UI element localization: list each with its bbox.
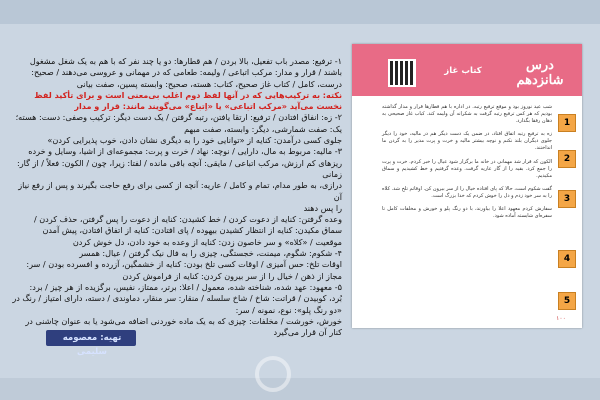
text-line: کنار آن قرار می‌گیرد [273, 327, 342, 338]
watermark-logo-icon [255, 356, 291, 392]
book-paragraph: گفت شکوم است، حالا که پای افتاده خیال را از سر بیرون کن. اوقاتم تلخ شد. کلاه را به سر خود زدم و دل را خوش کردم که خدا بزرگ است. [382, 185, 552, 199]
text-line: سماق مکیدن: کنایه از انتظار کشیدن بیهوده / پای افتادن: کنایه از اتفاق افتادن، پیش آمدن [42, 225, 342, 236]
book-page [352, 44, 582, 328]
page-number: ۱۰۰ [556, 315, 566, 322]
text-line: وعده گرفتن: کنایه از دعوت کردن / خط کشیدن: کنایه از دعوت را پس گرفتن، حذف کردن / [33, 214, 342, 225]
top-strip [0, 0, 600, 24]
book-paragraph: شب عید نوروز بود و موقع ترفیع رتبه. در اداره با هم قطارها قرار و مدار گذاشته بودیم که هر کس ترفیع رتبه گرفت به شکرانه آن ولیمه کند. کباب غاز صحیحی به دهان رفقا بگذارد. [382, 104, 552, 125]
bottom-strip [0, 378, 600, 400]
book-paragraph: زه به ترفیع رتبه اتفاق افتاد، در ضمن یک دست دیگر هم در مالیه، خود را دیگر جلوی دیگران بلند نکنم و نوچه بیشتر مالیه و خرت و پرت مدیر را به گردن ما انداختند. [382, 131, 552, 152]
text-line: ۵- معهود: عهد شده، شناخته شده، معمول / اعلا: برتر، ممتاز، نفیس، برگزیده از هر چیز / برد: [29, 281, 342, 292]
paragraph-number-3: 3 [558, 190, 576, 208]
text-line: ۱- ترفیع: مصدر باب تفعیل، بالا بردن / هم قطارها: دو یا چند نفر که با هم به یک شغل مشغول [29, 56, 342, 66]
text-line: ۴- شکوم: شگوم، میمنت، خجستگی، چیزی را به فال نیک گرفتن / عیال: همسر [79, 248, 342, 259]
text-line: مجاز از ذهن / خیال را از سر بیرون کردن: کنایه از فراموش کردن [122, 270, 342, 281]
paragraph-number-5: 5 [558, 292, 576, 310]
book-paragraph: الکون که قرار شد مهمانی در خانه ما برگزار شود عیال را خبر کردم. خرت و پرت را جمع کرد. بقیه را از گار عاریه گرفت. وعده گرفتیم و خط کشیدیم و سماق مکیدیم. [382, 158, 552, 179]
text-line: یک: صفت شمارشی، دیگر: وابسته، صفت مبهم [184, 123, 342, 134]
explanation-text-panel [12, 56, 342, 338]
text-line: ۲- زه: انفاق افتادن / ترفیع: ارتقا یافتن، رتبه گرفتن / یک دست دیگر: ترکیب وصفی: دست: هسته؛ [15, 112, 342, 123]
text-line: بُرد، کوبیدن / قراتت: شاخ / شاخ سلسله / منقار: سر منقار، دماوندی / دسته، دارای امتیاز / رنگ در «دو رنگ پلو»: نوع، نمونه / سر: [12, 293, 342, 315]
text-line: خورش، خورشت / مخلفات: چیزی که به یک ماده خوردنی اضافه می‌شود یا به عنوان چاشنی در [25, 315, 342, 326]
paragraph-number-4: 4 [558, 250, 576, 268]
lesson-title: درس شانزدهم [516, 58, 564, 88]
paragraph-number-2: 2 [558, 150, 576, 168]
book-text [382, 104, 552, 314]
paragraph-number-1: 1 [558, 114, 576, 132]
note-line: نکته: به ترکیب‌هایی که در آنها لفظ دوم اغلب بی‌معنی است و برای تأکید لفظ نخست می‌آید «مرکب اتباعی» یا «اِتباع» می‌گویند مانند: قرار و مدار [34, 89, 342, 112]
text-line: درست، کامل / کتاب غاز صحیح، کتاب: هسته، صحیح: وابسته پسین، صفت بیانی [76, 78, 342, 89]
text-line: باشند / قرار و مدار: مرکب اتباعی / ولیمه: طعامی که در مهمانی و عروسی می‌دهند / صحیح: [31, 67, 342, 78]
text-line: ۳- مالیه: مربوط به مال، دارایی / نوچه: نهاد / خرت و پرت: مجموعه‌ای از اشیا، وسایل و خرده [28, 146, 342, 157]
text-line: درازی، به طور مدام، تمام و کامل / عاریه: آنچه از کسی برای رفع حاجت بگیرند و پس از رفع نیاز آن [18, 180, 342, 202]
book-name: کتاب غاز [444, 66, 482, 76]
text-line: ریزهای کم ارزش، مرکب اتباعی / مایقی: آنچه باقی مانده / لفتا: زیرا، چون / الکون: فعلاً / از گار: زمانی [17, 157, 342, 179]
qr-code-icon [388, 59, 416, 87]
text-line: جلوی کسی درآمدن: کنایه از «توانایی خود را به دیگری نشان دادن، خوب پذیرایی کردن» [47, 135, 342, 146]
book-paragraph: سفارش کردم معهود اعلا را بیاورند، با دو رنگ پلو و خورش و مخلفات کامل تا سفره‌ای شایسته آماده شود. [382, 206, 552, 220]
text-line: موقعیت / «کلاه» و سر خاصون زدن: کنایه از وعده به خود دادن، دل خوش کردن [72, 236, 342, 247]
author-label: تهیه: معصومه سلیمی [62, 333, 122, 357]
text-line: اوقات تلخ: حس آمیزی / اوقات کسی تلخ بودن: کنایه از خشمگین، آزرده و افسرده بودن / سر: [26, 259, 342, 270]
text-line: را پس دهند [303, 202, 342, 213]
